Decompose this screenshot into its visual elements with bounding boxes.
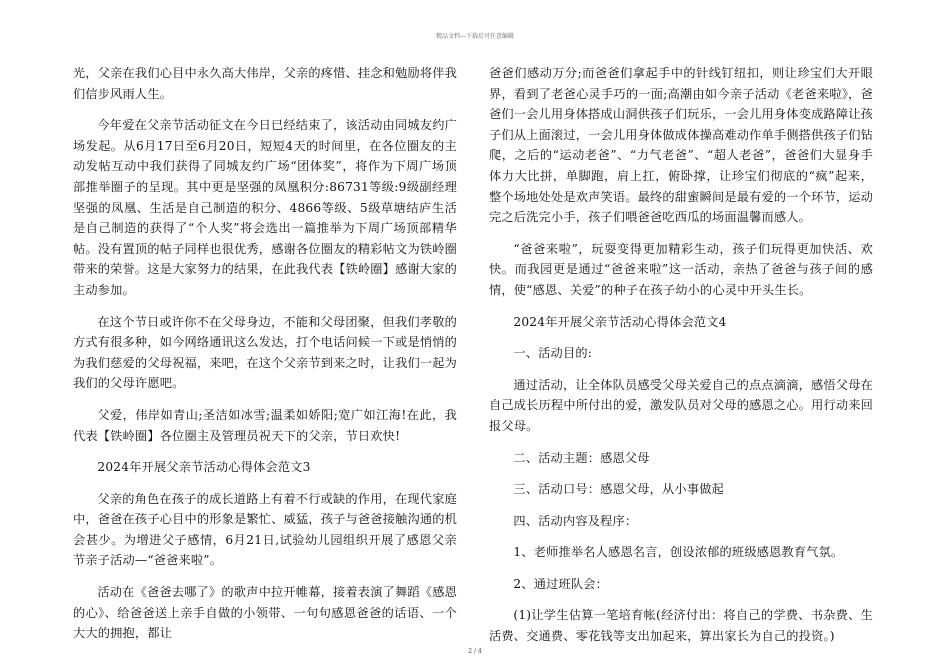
paragraph: 2、通过班队会： <box>513 576 609 591</box>
paragraph: 活动在《爸爸去哪了》的歌声中拉开帷幕，接着表演了舞蹈《感恩的心》、给爸爸送上亲手自做的小领带、一句句感恩爸爸的话语、一个大大的拥抱，都让 <box>73 585 457 641</box>
paragraph: 光，父亲在我们心目中永久高大伟岸，父亲的疼惜、挂念和勉励将伴我们信步风雨人生。 <box>73 66 458 101</box>
paragraph: 二、活动主题：感恩父母 <box>513 450 650 465</box>
paragraph: 在这个节日或许你不在父母身边，不能和父母团聚，但我们孝敬的方式有很多种，如今网络通讯这么发达，打个电话问候一下或是悄悄的为我们慈爱的父母祝福，来吧，在这个父亲节到来之时，让我们一起为我们的父母许愿吧。 <box>73 314 458 391</box>
paragraph: 今年爱在父亲节活动征文在今日已经结束了，该活动由同城友约广场发起。从6月17日至6月20日，短短4天的时间里，在各位圈友的主动发帖互动中我们获得了同城友约广场“团体奖”，将作为下周广场顶部推举圈子的呈现。其中更是坚强的凤凰积分:86731等级:9级副经理坚强的凤凰、生活是自己制造的积分、4866等级、5级草塘结庐生活是自己制造的获得了“个人奖”将会选出一篇推举为下周广场顶部精华帖。没有置顶的帖子同样也很优秀，感谢各位圈友的精彩帖文为铁岭圈带来的荣誉。这是大家努力的结果，在此我代表【铁岭圈】感谢大家的主动参加。 <box>73 118 458 297</box>
paragraph: 三、活动口号：感恩父母，从小事做起 <box>513 482 724 497</box>
paragraph: 一、活动目的: <box>513 346 593 361</box>
paragraph: “爸爸来啦”，玩耍变得更加精彩生动，孩子们玩得更加快活、欢快。而我园更是通过“爸爸来啦”这一活动，亲热了爸爸与孩子间的感情，使“感恩、关爱”的种子在孩子幼小的心灵中开头生长。 <box>489 241 873 297</box>
page-number: 2 / 4 <box>468 648 482 655</box>
paragraph: 2024年开展父亲节活动心得体会范文4 <box>513 314 727 329</box>
paragraph: 爸爸们感动万分;而爸爸们拿起手中的针线钉纽扣，则让珍宝们大开眼界，看到了老爸心灵手巧的一面;高潮由如今亲子活动《老爸来啦》，爸爸们一会儿用身体搭成山洞供孩子们玩乐，一会儿用身体变成路障让孩子们从上面滚过，一会儿用身体做成体操高难动作单手侧搭供孩子们钻爬，之后的“运动老爸”、“力气老爸”、“超人老爸”，爸爸们大显身手体力大比拼，单脚跑，肩上扛，俯卧撑，让珍宝们彻底的“疯”起来，整个场地处处是欢声笑语。最终的甜蜜瞬间是最有爱的一个环节，运动完之后洗完小手，孩子们喂爸爸吃西瓜的场面温馨而感人。 <box>489 66 874 225</box>
paragraph: 1、老师推举名人感恩名言，创设浓郁的班级感恩教育气氛。 <box>513 545 844 560</box>
page-header: 精品文档---下载后可任意编辑 <box>435 33 515 40</box>
paragraph: 通过活动，让全体队员感受父母关爱自己的点点滴滴，感悟父母在自己成长历程中所付出的爱，激发队员对父母的感恩之心。用行动来回报父母。 <box>489 377 874 433</box>
paragraph: (1)让学生估算一笔培育帐(经济付出：将自己的学费、书杂费、生活费、交通费、零花钱等支出加起来，算出家长为自己的投资。) <box>489 608 873 644</box>
left-column <box>73 63 457 655</box>
paragraph: 父爱，伟岸如青山;圣洁如冰雪;温柔如娇阳;宽广如江海!在此，我代表【铁岭圈】各位圈主及管理员祝天下的父亲，节日欢快! <box>73 407 457 443</box>
paragraph: 四、活动内容及程序： <box>513 513 638 528</box>
right-column <box>489 63 873 658</box>
paragraph: 2024年开展父亲节活动心得体会范文3 <box>97 460 311 475</box>
paragraph: 父亲的角色在孩子的成长道路上有着不行或缺的作用，在现代家庭中，爸爸在孩子心目中的形象是繁忙、威猛，孩子与爸爸接触沟通的机会甚少。为增进父子感情，6月21日,试验幼儿园组织开展了感恩父亲节亲子活动—“爸爸来啦”。 <box>73 491 458 568</box>
